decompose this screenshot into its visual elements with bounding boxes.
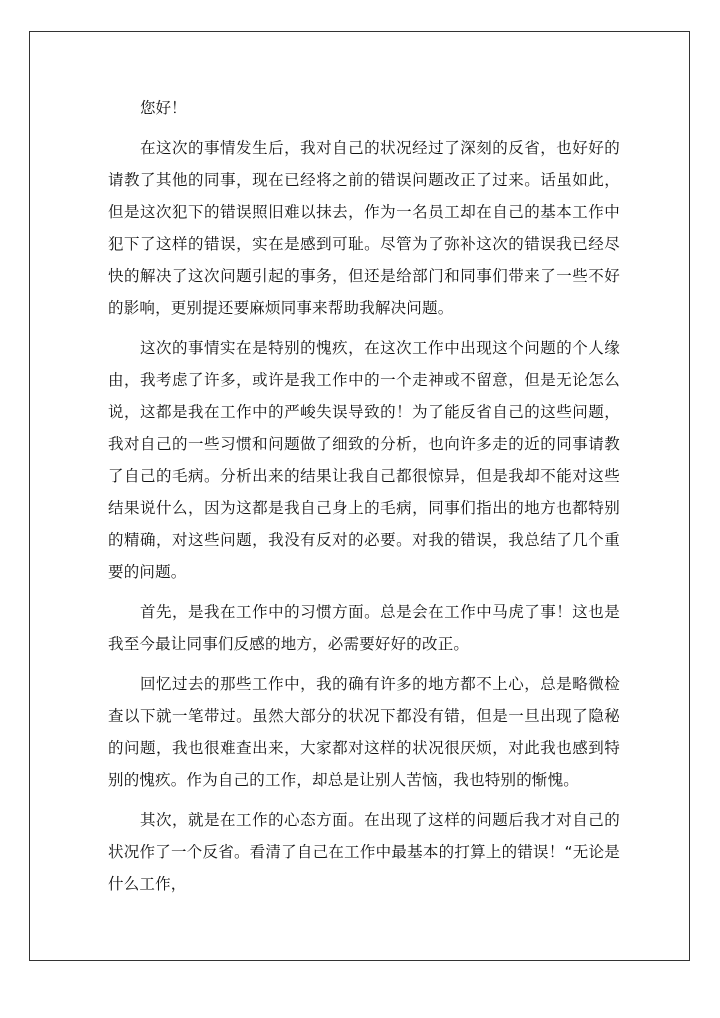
document-body [108, 92, 620, 908]
greeting: 您好！ [140, 99, 187, 117]
paragraph-2: 这次的事情实在是特别的愧疚，在这次工作中出现这个问题的个人缘由，我考虑了许多，或许是我工作中的一个走神或不留意，但是无论怎么说，这都是我在工作中的严峻失误导致的！为了能反省自己的这些问题，我对自己的一些习惯和问题做了细致的分析，也向许多走的近的同事请教了自己的毛病。分析出来的结果让我自己都很惊异，但是我却不能对这些结果说什么，因为这都是我自己身上的毛病，同事们指出的地方也都特别的精确，对这些问题，我没有反对的必要。对我的错误，我总结了几个重要的问题。 [108, 339, 620, 581]
paragraph-3: 首先，是我在工作中的习惯方面。总是会在工作中马虎了事！这也是我至今最让同事们反感的地方，必需要好好的改正。 [108, 603, 620, 653]
paragraph-1: 在这次的事情发生后，我对自己的状况经过了深刻的反省，也好好的请教了其他的同事，现在已经将之前的错误问题改正了过来。话虽如此，但是这次犯下的错误照旧难以抹去，作为一名员工却在自己的基本工作中犯下了这样的错误，实在是感到可耻。尽管为了弥补这次的错误我已经尽快的解决了这次问题引起的事务，但还是给部门和同事们带来了一些不好的影响，更别提还要麻烦同事来帮助我解决问题。 [108, 139, 620, 317]
paragraph-5: 其次，就是在工作的心态方面。在出现了这样的问题后我才对自己的状况作了一个反省。看清了自己在工作中最基本的打算上的错误！“无论是什么工作， [108, 811, 620, 893]
paragraph-4: 回忆过去的那些工作中，我的确有许多的地方都不上心，总是略微检查以下就一笔带过。虽然大部分的状况下都没有错，但是一旦出现了隐秘的问题，我也很难查出来，大家都对这样的状况很厌烦，对此我也感到特别的愧疚。作为自己的工作，却总是让别人苦恼，我也特别的惭愧。 [108, 675, 620, 789]
